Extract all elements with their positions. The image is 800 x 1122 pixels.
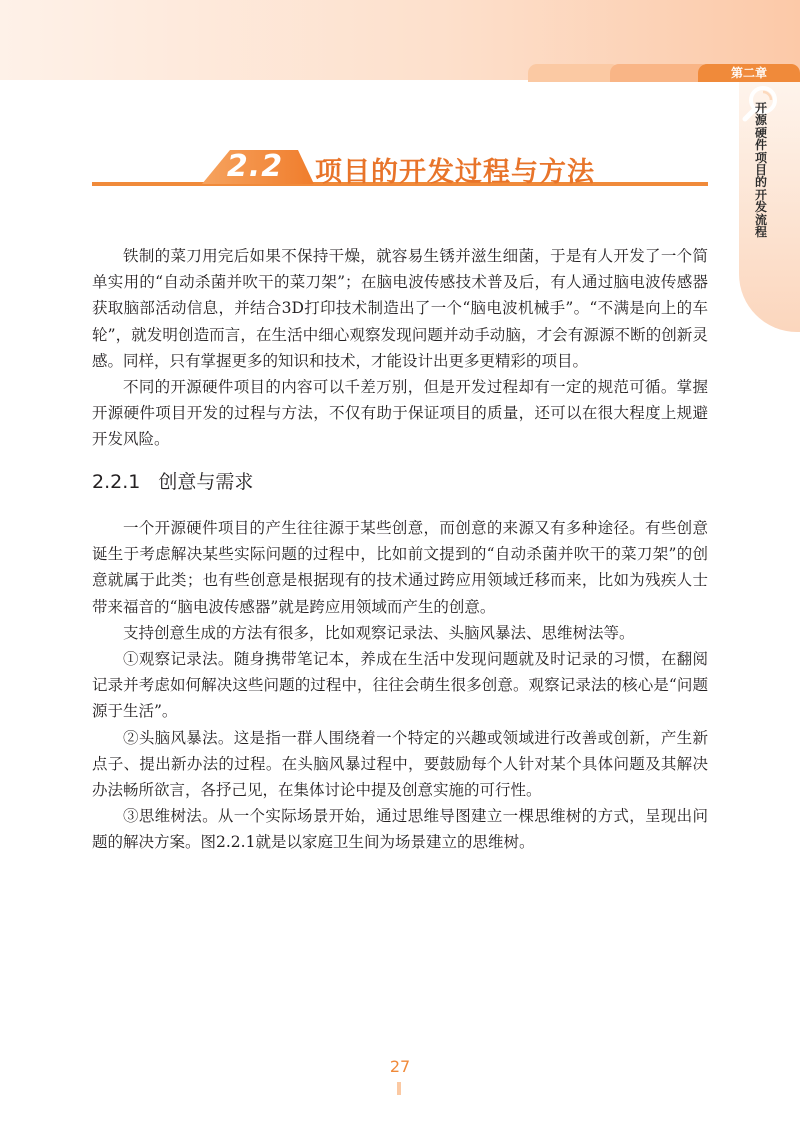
subsection-paragraph-4: ②头脑风暴法。这是指一群人围绕着一个特定的兴趣或领域进行改善或创新，产生新点子、提出新办法的过程。在头脑风暴过程中，要鼓励每个人针对某个具体问题及其解决办法畅所欲言，各抒己见，在集体讨论中提及创意实施的可行性。 [92,728,708,800]
subsection-heading [92,467,253,494]
subsection-paragraph-1: 一个开源硬件项目的产生往往源于某些创意，而创意的来源又有多种途径。有些创意诞生于考虑解决某些实际问题的过程中，比如前文提到的“自动杀菌并吹干的菜刀架”的创意就属于此类；也有些创意是根据现有的技术通过跨应用领域迁移而来，比如为残疾人士带来福音的“脑电波传感器”就是跨应用领域而产生的创意。 [92,519,708,616]
side-chapter-title: 开源硬件项目的开发流程 [754,101,767,240]
chapter-tab-decor-1 [528,64,620,82]
intro-paragraph-1: 铁制的菜刀用完后如果不保持干燥，就容易生锈并滋生细菌，于是有人开发了一个简单实用的“自动杀菌并吹干的菜刀架”；在脑电波传感技术普及后，有人通过脑电波传感器获取脑部活动信息，并结合3D打印技术制造出了一个“脑电波机械手”。“不满是向上的车轮”，就发明创造而言，在生活中细心观察发现问题并动手动脑，才会有源源不断的创新灵感。同样，只有掌握更多的知识和技术，才能设计出更多更精彩的项目。 [92,247,708,370]
subsection-text [92,515,708,856]
intro-text [92,243,708,453]
subsection-paragraph-5: ③思维树法。从一个实际场景开始，通过思维导图建立一棵思维树的方式，呈现出问题的解决方案。图2.2.1就是以家庭卫生间为场景建立的思维树。 [92,807,708,852]
subsection-title: 创意与需求 [158,471,254,493]
section-heading [92,148,708,190]
subsection-number: 2.2.1 [92,471,141,493]
chapter-tab-decor-2 [610,64,710,82]
subsection-paragraph-2: 支持创意生成的方法有很多，比如观察记录法、头脑风暴法、思维树法等。 [123,623,635,642]
section-title: 项目的开发过程与方法 [315,157,595,188]
page-number: 27 [389,1057,411,1076]
page-number-mark [397,1082,401,1095]
chapter-label: 第二章 [698,64,800,82]
subsection-paragraph-3: ①观察记录法。随身携带笔记本，养成在生活中发现问题就及时记录的习惯，在翻阅记录并考虑如何解决这些问题的过程中，往往会萌生很多创意。观察记录法的核心是“问题源于生活”。 [92,650,708,721]
intro-paragraph-2: 不同的开源硬件项目的内容可以千差万别，但是开发过程却有一定的规范可循。掌握开源硬件项目开发的过程与方法，不仅有助于保证项目的质量，还可以在很大程度上规避开发风险。 [92,378,708,449]
section-number: 2.2 [226,149,284,184]
